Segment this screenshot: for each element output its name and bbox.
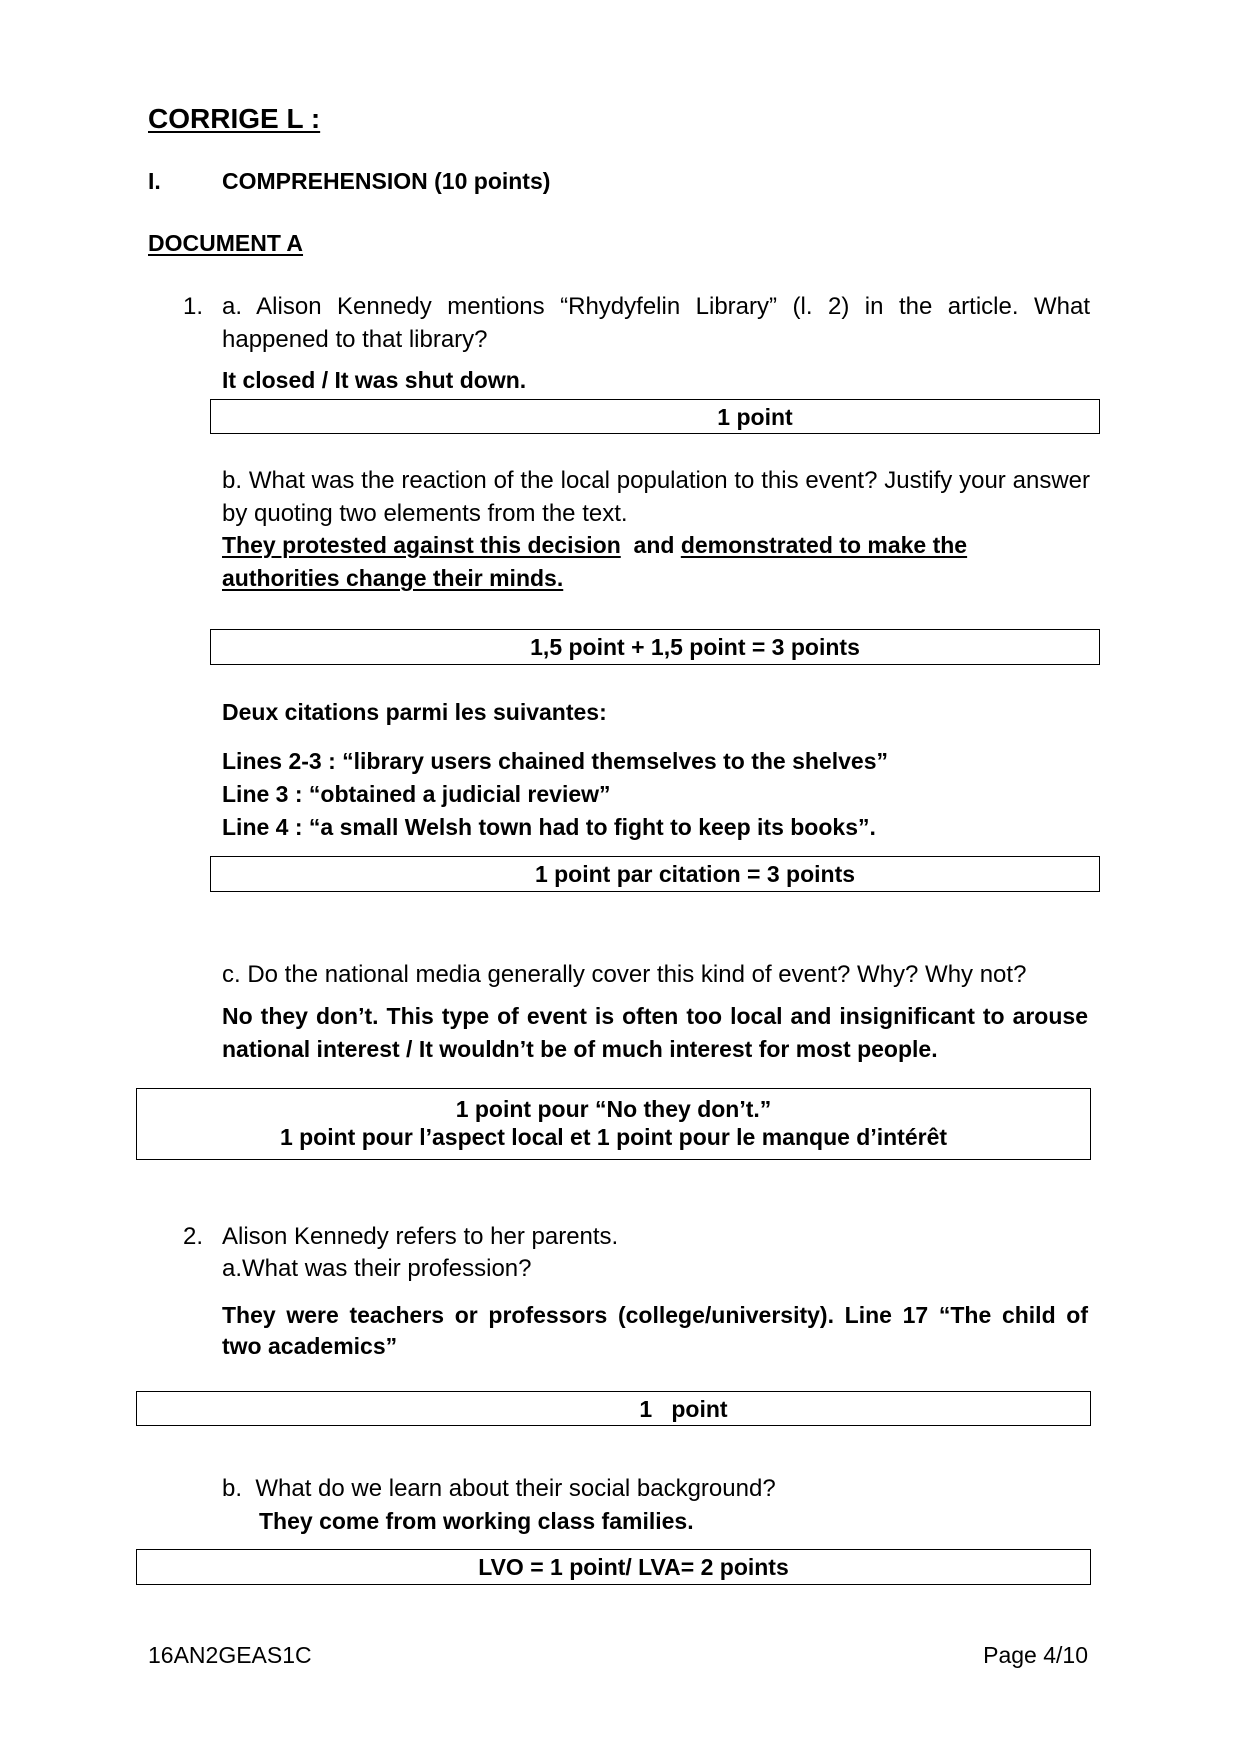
answer-1b: [222, 529, 1042, 595]
citation-item: Line 4 : “a small Welsh town had to fight to keep its books”.: [222, 814, 876, 840]
citation-item: Line 3 : “obtained a judicial review”: [222, 781, 611, 807]
question-1-number: 1.: [183, 293, 204, 320]
question-2-number: 2.: [183, 1223, 204, 1250]
score-box-1c: [136, 1088, 1091, 1160]
question-2b: b. What do we learn about their social background?: [222, 1475, 776, 1502]
citation-list: [222, 745, 888, 844]
answer-1b-and: and: [633, 532, 675, 558]
answer-1b-part1: They protested against this decision: [222, 532, 621, 558]
question-1a: a. Alison Kennedy mentions “Rhydyfelin Library” (l. 2) in the article. What happened to that library?: [222, 293, 1090, 353]
document-label: DOCUMENT A: [148, 230, 304, 256]
citations-intro: Deux citations parmi les suivantes:: [222, 699, 607, 725]
section-heading: [148, 166, 550, 196]
score-citations: 1 point par citation = 3 points: [534, 861, 856, 887]
score-box-1a: [210, 399, 1100, 434]
score-box-2b: [136, 1549, 1091, 1585]
answer-1b-part2: demonstrated to make the authorities change their minds.: [222, 532, 968, 591]
section-title: COMPREHENSION (10 points): [222, 168, 551, 194]
section-number: I.: [148, 168, 161, 194]
score-box-1b: [210, 629, 1100, 665]
score-2b: LVO = 1 point/ LVA= 2 points: [478, 1554, 789, 1580]
score-2a: 1 point: [639, 1396, 728, 1422]
answer-2a: They were teachers or professors (college/university). Line 17 “The child of two academics”: [222, 1302, 1088, 1359]
page-title: CORRIGE L :: [148, 103, 321, 134]
answer-1a: It closed / It was shut down.: [222, 367, 527, 393]
footer-code: 16AN2GEAS1C: [148, 1642, 312, 1668]
citation-item: Lines 2-3 : “library users chained themselves to the shelves”: [222, 748, 888, 774]
score-box-2a: [136, 1391, 1091, 1426]
score-1c-line2: 1 point pour l’aspect local et 1 point pour le manque d’intérêt: [279, 1124, 948, 1150]
question-2a: a.What was their profession?: [222, 1255, 532, 1282]
question-1c: c. Do the national media generally cover this kind of event? Why? Why not?: [222, 961, 1027, 988]
footer-page-number: Page 4/10: [983, 1642, 1088, 1668]
score-1a: 1 point: [717, 404, 793, 430]
question-2-intro: Alison Kennedy refers to her parents.: [222, 1223, 619, 1250]
answer-1c: No they don’t. This type of event is often too local and insignificant to arouse national interest / It wouldn’t be of much interest for most people.: [222, 1003, 1088, 1062]
question-1b: b. What was the reaction of the local population to this event? Justify your answer by quoting two elements from the text.: [222, 467, 1090, 527]
score-1c-line1: 1 point pour “No they don’t.”: [455, 1096, 772, 1122]
score-box-citations: [210, 856, 1100, 892]
answer-2b: They come from working class families.: [259, 1508, 694, 1534]
score-1b: 1,5 point + 1,5 point = 3 points: [530, 634, 860, 660]
